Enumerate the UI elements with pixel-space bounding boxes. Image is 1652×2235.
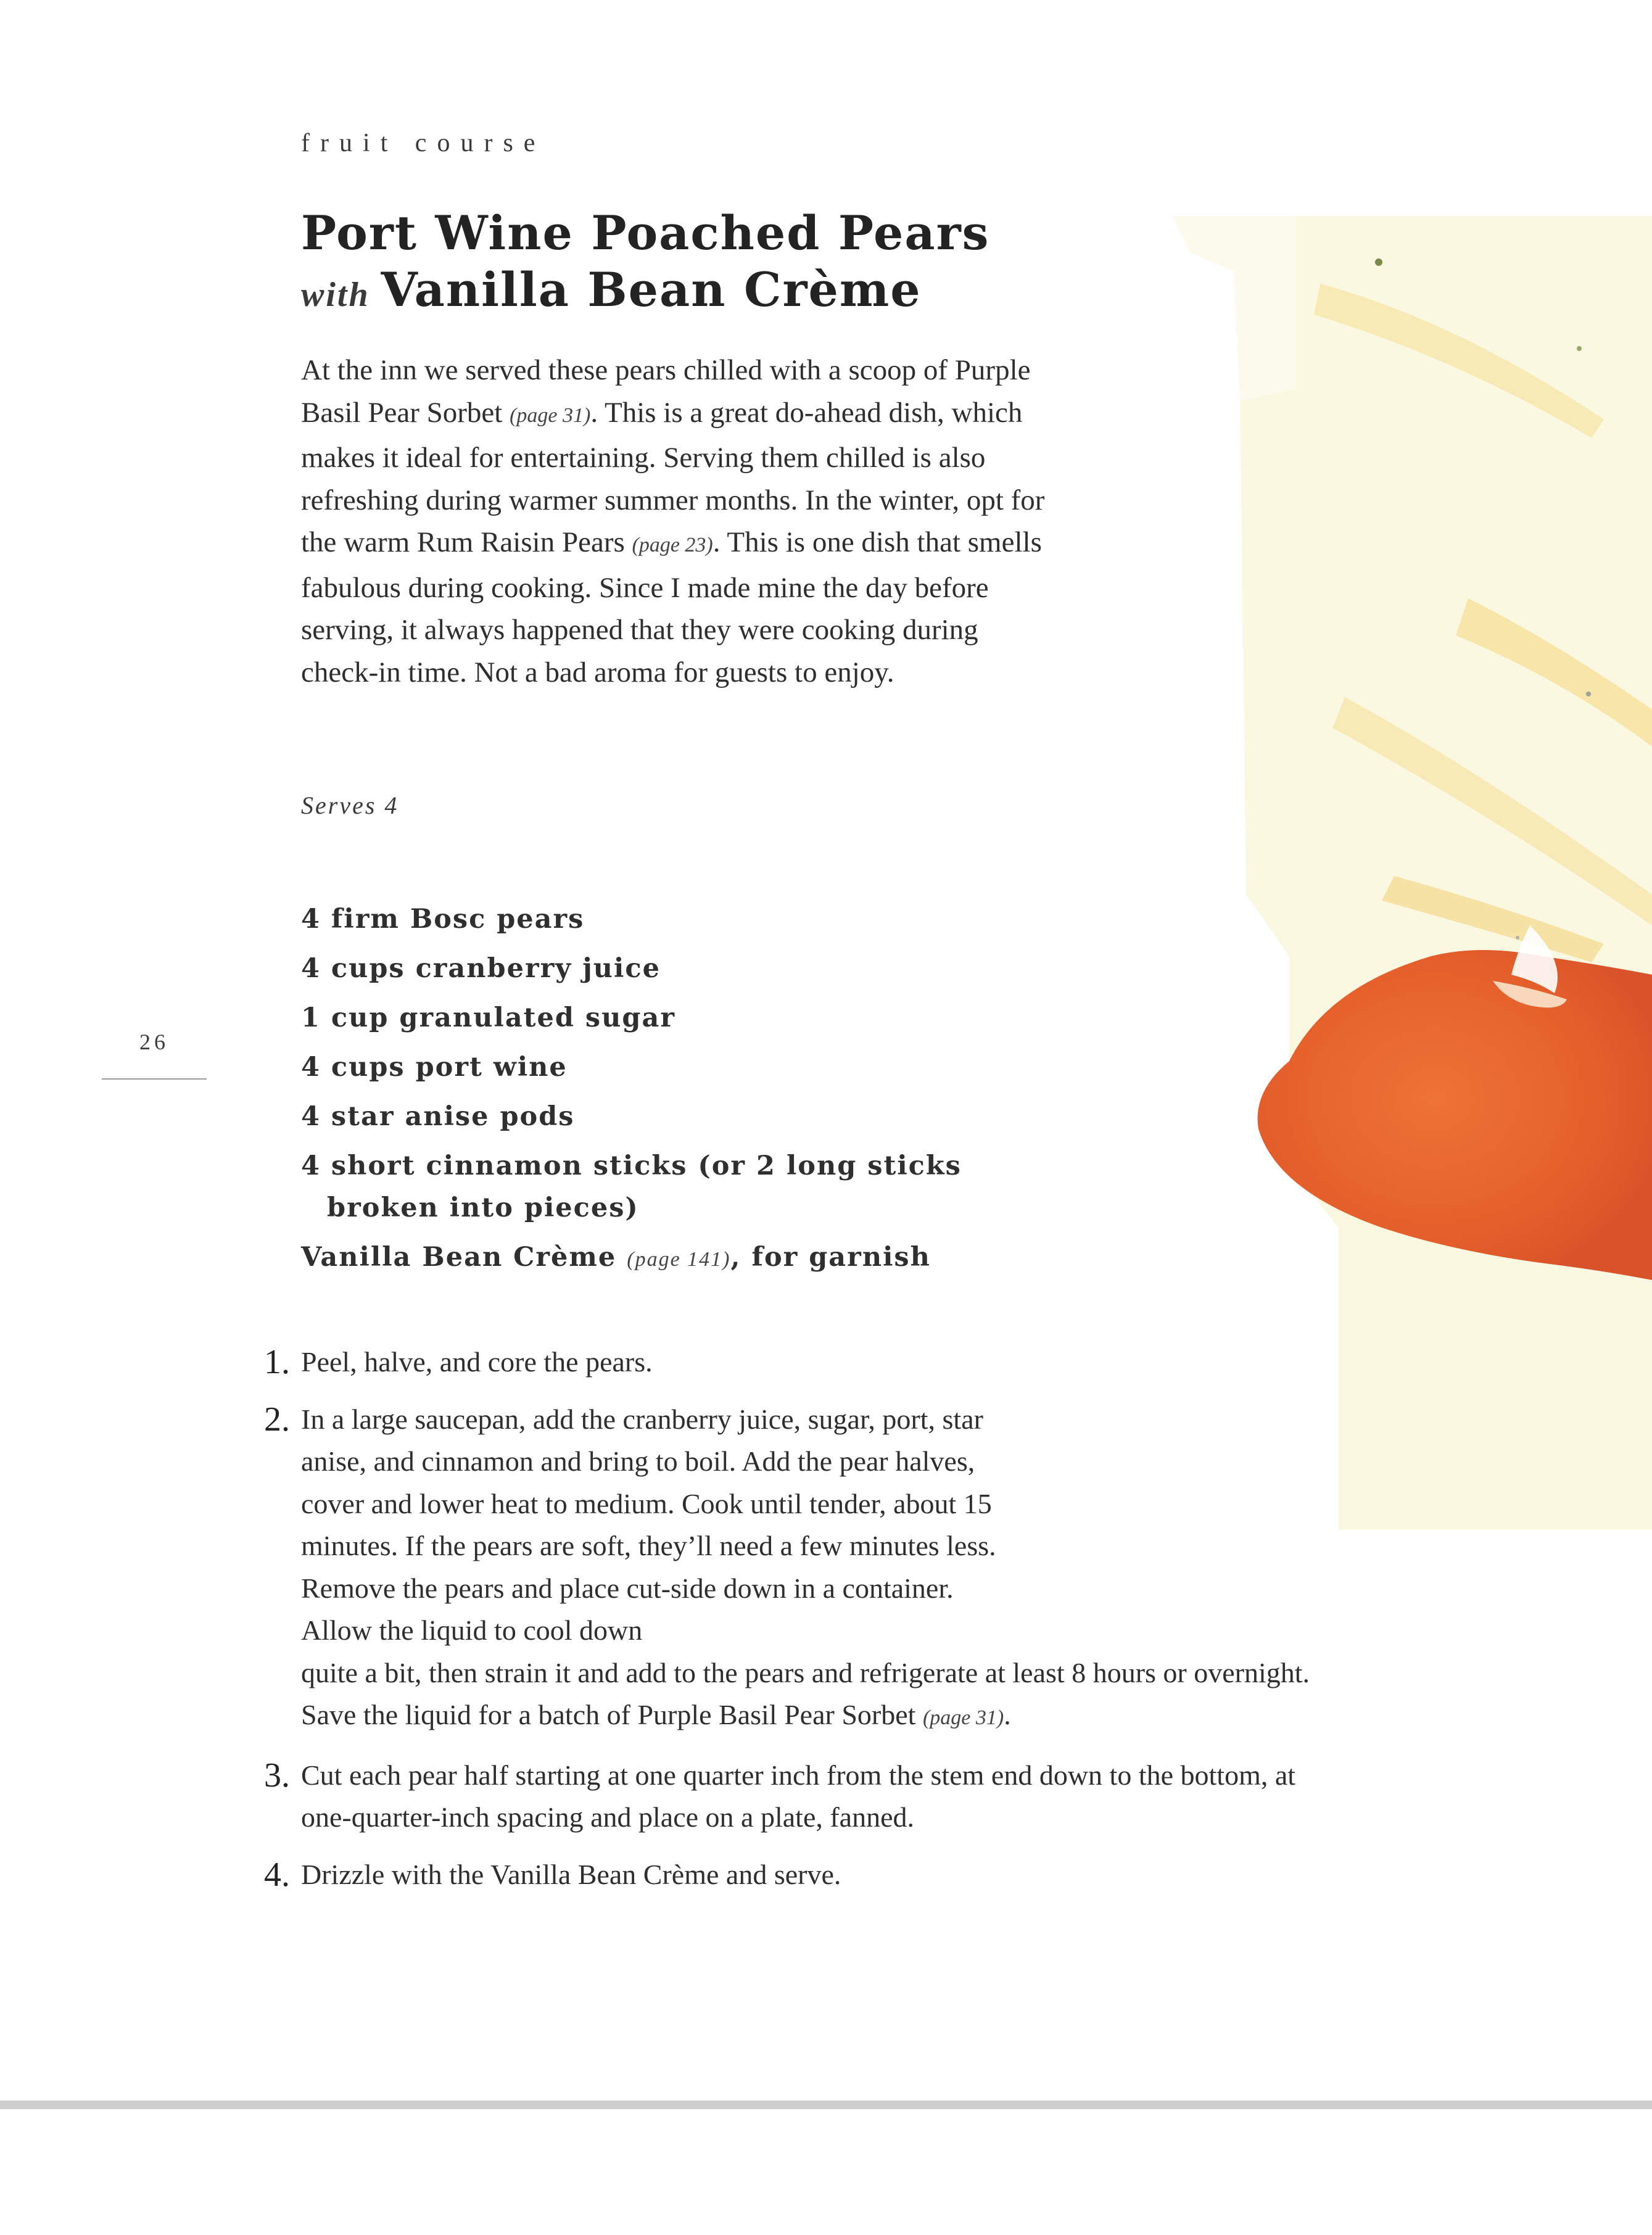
page-reference: (page 141) bbox=[627, 1248, 731, 1271]
ingredient-item-garnish bbox=[301, 1236, 1041, 1281]
title-subtitle-text: Vanilla Bean Crème bbox=[381, 262, 922, 317]
ingredient-item: 4 firm Bosc pears bbox=[301, 904, 585, 935]
ingredient-item: 4 cups cranberry juice bbox=[301, 953, 661, 984]
page-reference: (page 31) bbox=[510, 403, 591, 427]
recipe-title-main: Port Wine Poached Pears bbox=[301, 205, 990, 260]
ingredient-item: 4 cups port wine bbox=[301, 1052, 568, 1083]
intro-paragraph bbox=[301, 349, 1047, 693]
step-item bbox=[259, 1398, 1345, 1740]
step-item bbox=[259, 1854, 1345, 1896]
garnish-name: Vanilla Bean Crème bbox=[301, 1242, 627, 1273]
step-item bbox=[259, 1754, 1345, 1839]
page-reference: (page 23) bbox=[632, 534, 713, 556]
step-text: Cut each pear half starting at one quarter inch from the stem end down to the bottom, at one-quarter-inch spacing and place on a plate, fanned. bbox=[301, 1759, 1296, 1833]
intro-text-3: . This is one dish that smells fabulous during cooking. Since I made mine the day before serving, it always happened that they were cooking during check-in time. Not a bad aroma for guests to enjoy. bbox=[301, 526, 1042, 688]
section-label: fruit course bbox=[301, 129, 546, 157]
step-number: 4. bbox=[264, 1855, 290, 1894]
step-text-end: . bbox=[1004, 1699, 1011, 1730]
recipe-title bbox=[301, 205, 1152, 328]
step-text: Peel, halve, and core the pears. bbox=[301, 1346, 653, 1378]
servings: Serves 4 bbox=[301, 791, 399, 819]
intro-text-2: . This is a great do-ahead dish, which makes it ideal for entertaining. Serving them chilled is also refreshing during warmer summer months. In the winter, opt for the warm Rum Raisin Pears bbox=[301, 396, 1045, 558]
recipe-title-subtitle bbox=[301, 262, 1152, 328]
bottom-divider bbox=[0, 2101, 1652, 2109]
method-steps bbox=[259, 1341, 1345, 1911]
page-number-rule bbox=[102, 1078, 207, 1080]
ingredient-item: 1 cup granulated sugar bbox=[301, 1002, 675, 1033]
step-item bbox=[259, 1341, 1345, 1384]
page-reference: (page 31) bbox=[922, 1706, 1004, 1729]
ingredient-item: 4 short cinnamon sticks (or 2 long sticks broken into pieces) bbox=[301, 1151, 962, 1223]
step-text-continued: quite a bit, then strain it and add to the pears and refrigerate at least 8 hours or overnight. Save the liquid for a batch of Purple Basil Pear Sorbet bbox=[301, 1656, 1310, 1730]
title-connector: with bbox=[301, 276, 370, 314]
step-text: Drizzle with the Vanilla Bean Crème and serve. bbox=[301, 1858, 841, 1890]
ingredient-item: 4 star anise pods bbox=[301, 1101, 575, 1132]
step-number: 1. bbox=[264, 1343, 290, 1381]
garnish-suffix: , for garnish bbox=[730, 1242, 931, 1273]
ingredient-list bbox=[301, 898, 1041, 1288]
intro-text-1: At the inn we served these pears chilled with a scoop of Purple Basil Pear Sorbet bbox=[301, 354, 1031, 429]
step-number: 3. bbox=[264, 1756, 290, 1795]
page-number: 26 bbox=[139, 1030, 169, 1054]
step-text: In a large saucepan, add the cranberry juice, sugar, port, star anise, and cinnamon and bring to boil. Add the pear halves, cover and lower heat to medium. Cook until tender, about 15 minutes. If the pears are soft, they’ll need a few minutes less. Remove the pears and place cut-side down in a container. Allow the liquid to cool down bbox=[301, 1403, 996, 1646]
step-number: 2. bbox=[264, 1400, 290, 1439]
